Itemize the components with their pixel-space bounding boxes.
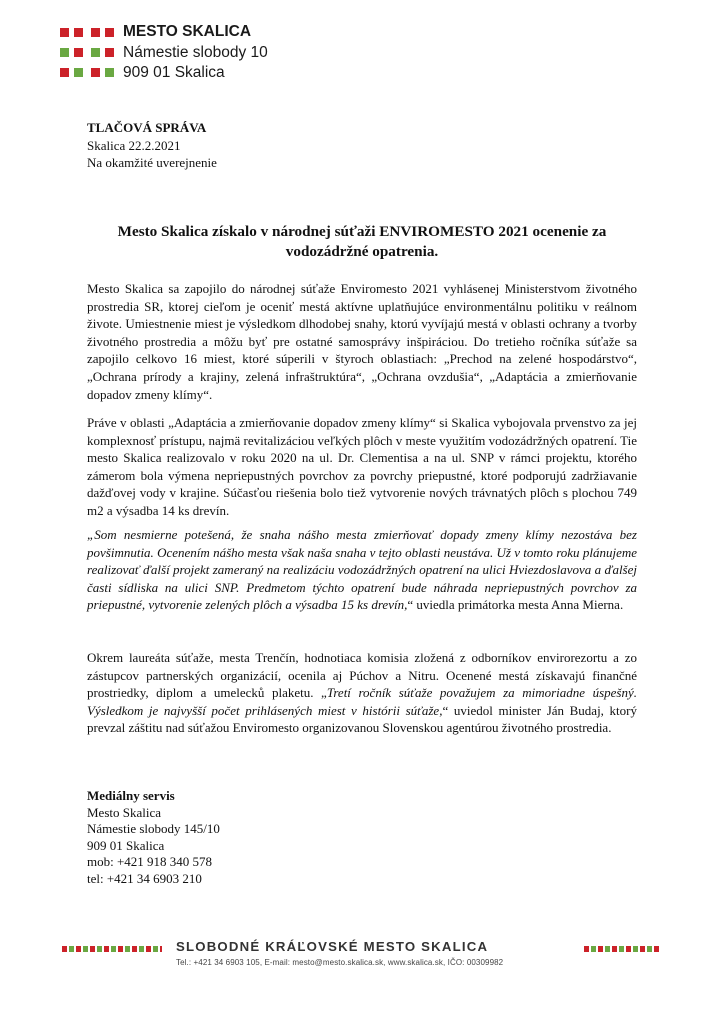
media-line: Mesto Skalica [87, 804, 162, 820]
media-service [87, 787, 220, 886]
press-type: TLAČOVÁ SPRÁVA [87, 120, 207, 135]
paragraph-1-text: Mesto Skalica sa zapojilo do národnej súťaže Enviromesto 2021 vyhlásenej Ministerstvom životného prostredia SR, ktorej cieľom je oceniť mestá aktívne uplatňujúce environmentálnu politiku v reálnom živote. Umiestnenie miest je výsledkom dlhodobej snahy, ktorú vyvíjajú mestá v oblasti ochrany a tvorby životného prostredia a môžu byť pre ostatné samosprávy inšpiráciou. Do tretieho ročníka súťaže sa zapojilo celkovo 16 miest, ktoré súperili v štyroch oblastiach: „Prechod na zelené hospodárstvo“, „Ochrana prírody a krajiny, zelená infraštruktúra“, „Ochrana ovzdušia“, „Adaptácia a zmierňovanie dopadov zmeny klímy“. [87, 281, 637, 402]
headline: Mesto Skalica získalo v národnej súťaži ENVIROMESTO 2021 ocenenie za vodozádržné opatrenia. [117, 223, 607, 260]
media-line: tel: +421 34 6903 210 [87, 870, 202, 886]
minister-attribution: “ uviedol minister Ján Budaj, ktorý prevzal záštitu nad súťažou Enviromesto organizovanou Slovenskou agentúrou životného prostredia. [87, 702, 637, 736]
paragraph-4-intro: Okrem laureáta súťaže, mesta Trenčín, hodnotiaca komisia zložená z odborníkov envirorezortu a zo zástupcov partnerských organizácií, ocenila aj Púchov a Nitru. Ocenené mestá získavajú finančné prostriedky, diplom a umelecků plaketu. „ [87, 650, 637, 701]
footer-contact: Tel.: +421 34 6903 105, E-mail: mesto@mesto.skalica.sk, www.skalica.sk, IČO: 00309982 [176, 958, 504, 967]
footer-stripe-left-icon [62, 946, 162, 952]
media-line: 909 01 Skalica [87, 837, 165, 853]
paragraph-1 [87, 280, 637, 403]
press-header [87, 119, 217, 172]
footer-title: SLOBODNÉ KRÁĽOVSKÉ MESTO SKALICA [176, 939, 489, 954]
logo-address-city: 909 01 Skalica [123, 64, 225, 81]
logo-address-street: Námestie slobody 10 [123, 43, 268, 61]
press-place-date: Skalica 22.2.2021 [87, 137, 181, 153]
minister-quote: Tretí ročník súťaže považujem za mimoriadne úspešný. Výsledkom je najvyšší počet prihlásených miest v histórii súťaže, [87, 685, 637, 718]
paragraph-2-text: Práve v oblasti „Adaptácia a zmierňovanie dopadov zmeny klímy“ si Skalica vybojovala prvenstvo za jej komplexnosť prístupu, najmä revitalizáciou veľkých plôch v meste využitím vodozádržných opatrení. Tie mesto Skalica realizovalo v roku 2020 na ul. Dr. Clementisa a na ul. SNP v rámci projektu, ktorého zámerom bola výmena nepriepustných povrchov za povrchy priepustné, ktoré podporujú zadržiavanie dažďovej vody v krajine. Súčasťou riešenia bolo tiež vytvorenie nových trávnatých plôch s plochou 749 m2 a výsadba 14 ks drevín. [87, 415, 637, 518]
media-heading: Mediálny servis [87, 788, 175, 803]
media-line: mob: +421 918 340 578 [87, 854, 213, 869]
paragraph-2 [87, 414, 637, 520]
paragraph-3 [87, 526, 637, 614]
paragraph-4 [87, 649, 637, 737]
footer [62, 939, 662, 971]
mayor-attribution: “ uviedla primátorka mesta Anna Mierna. [407, 597, 624, 613]
media-line: Námestie slobody 145/10 [87, 821, 220, 836]
footer-stripe-right-icon [584, 946, 660, 952]
mayor-quote: „Som nesmierne potešená, že snaha nášho mesta zmierňovať dopady zmeny klímy nezostáva bez povšimnutia. Ocenením nášho mesta však naša snaha v tejto oblasti neustáva. Už v tomto roku plánujeme realizovať ďalší projekt zameraný na realizáciu vodozádržných opatrení na ulici Hviezdoslavova a ďalšej časti sídliska na ulici SNP. Predmetom týchto opatrení bude náhrada nepriepustných povrchov za priepustné, vytvorenie zelených plôch a výsadba 15 ks drevín, [87, 527, 637, 613]
logo-squares-icon [60, 28, 112, 88]
press-release-note: Na okamžité uverejnenie [87, 155, 217, 170]
logo-city-name: MESTO SKALICA [123, 23, 252, 40]
